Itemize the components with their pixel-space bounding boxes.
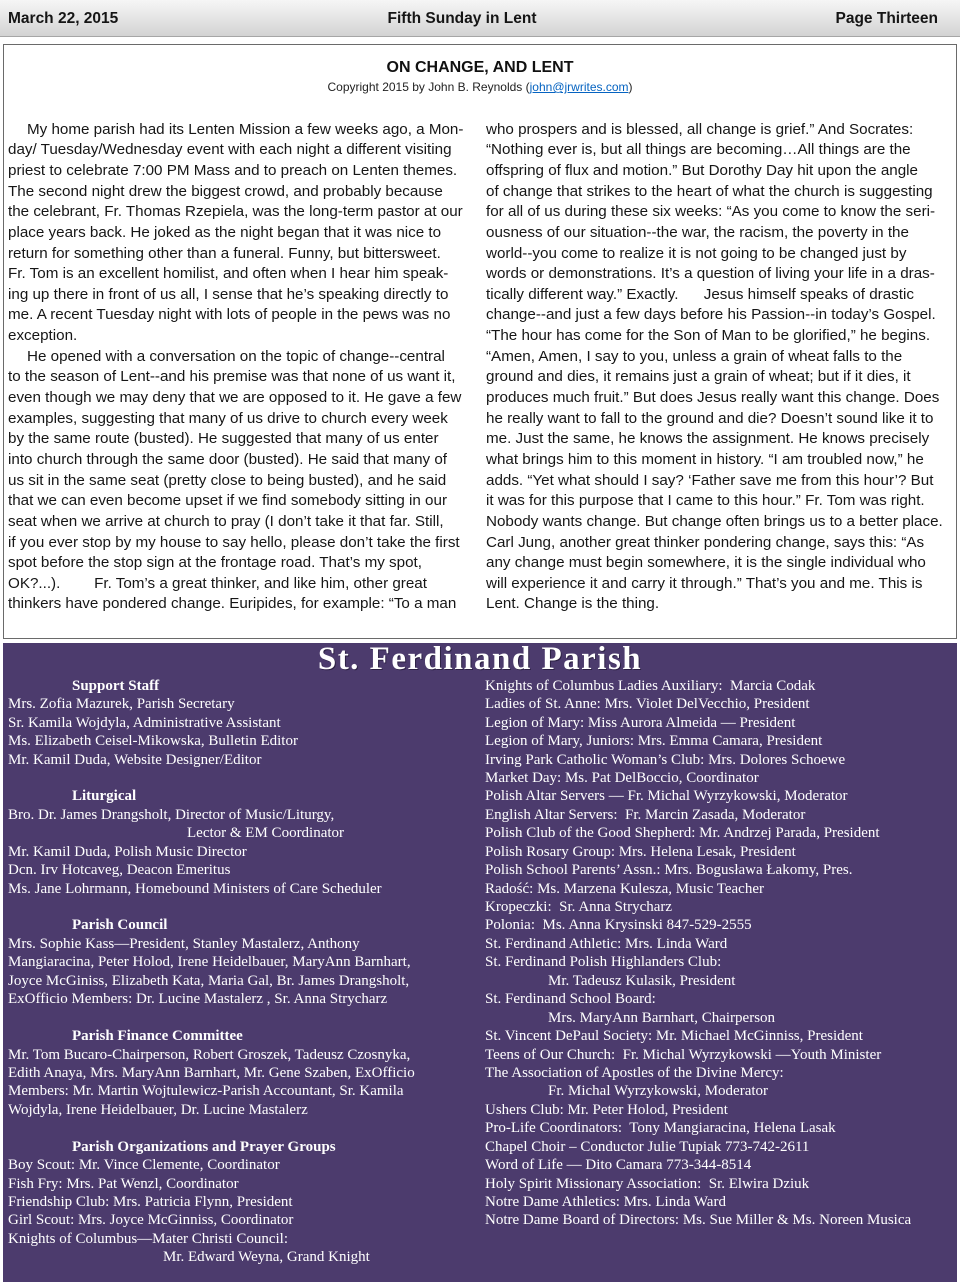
group-heading: Parish Organizations and Prayer Groups <box>72 1138 336 1155</box>
article-line: words or demonstrations. It’s a question of living your life in a dras- <box>486 265 935 283</box>
parish-title: St. Ferdinand Parish <box>317 641 643 677</box>
organization-entry: Chapel Choir – Conductor Julie Tupiak 773-742-2611 <box>485 1138 810 1155</box>
organization-entry: Polonia: Ms. Anna Krysinski 847-529-2555 <box>485 917 752 934</box>
organization-entry: St. Vincent DePaul Society: Mr. Michael McGinniss, President <box>485 1028 863 1045</box>
article-line: exception. <box>8 327 78 345</box>
article-line: for all of us during these six weeks: “As you come to know the seri- <box>486 203 936 221</box>
article-line: Carl Jung, another great thinker pondering change, says this: “As <box>486 533 925 551</box>
group-entry: ExOfficio Members: Dr. Lucine Mastalerz , Sr. Anna Strycharz <box>8 991 388 1008</box>
article-title: ON CHANGE, AND LENT <box>386 59 574 76</box>
organization-entry: Irving Park Catholic Woman’s Club: Mrs. Dolores Schoewe <box>485 751 846 768</box>
parish-staff-column <box>8 677 478 1267</box>
group-entry: Knights of Columbus—Mater Christi Council: <box>8 1230 288 1247</box>
article-line: me. A recent Tuesday night with lots of people in the pews was no <box>8 306 451 324</box>
article-line: what brings him to this moment in history. “I am troubled now,” he <box>486 450 924 468</box>
article-line: thinkers have pondered change. Euripides, for example: “To a man <box>8 595 457 613</box>
article-line: ousness of our situation--the war, the racism, the poverty in the <box>486 223 909 241</box>
article-line: “Amen, Amen, I say to you, unless a grain of wheat falls to the <box>486 347 903 365</box>
article-line: who prospers and is blessed, all change is grief.” And Socrates: <box>486 120 914 138</box>
copyright-text: Copyright 2015 by John B. Reynolds ( <box>327 80 530 94</box>
article-line: offspring of flux and motion.” But Dorothy Day hit upon the angle <box>486 161 918 179</box>
group-entry: Boy Scout: Mr. Vince Clemente, Coordinator <box>8 1157 280 1174</box>
article-line: priest to celebrate 7:00 PM Mass and to preach on Lenten themes. <box>8 161 458 179</box>
article-line: return for something other than a funeral. Funny, but bittersweet. <box>8 244 441 262</box>
parish-group <box>8 787 478 898</box>
group-entry: Bro. Dr. James Drangsholt, Director of Music/Liturgy, <box>8 806 335 823</box>
organization-entry: Polish School Parents’ Assn.: Mrs. Bogusława Łakomy, Pres. <box>485 862 853 879</box>
article-column-right <box>486 120 954 615</box>
article-line: spot before the stop sign at the frontage road. That’s my spot, <box>8 554 422 572</box>
organization-entry: Teens of Our Church: Fr. Michal Wyrzykowski —Youth Minister <box>485 1046 882 1063</box>
article-line: tically different way.” Exactly. Jesus himself speaks of drastic <box>486 285 914 303</box>
article-line: He opened with a conversation on the topic of change--central <box>27 347 445 365</box>
article-line: even though we may deny that we are opposed to it. He gave a few <box>8 389 462 407</box>
organization-entry: English Altar Servers: Fr. Marcin Zasada, Moderator <box>485 806 806 823</box>
header-page-number: Page Thirteen <box>835 10 938 27</box>
group-heading: Parish Council <box>72 917 168 934</box>
group-entry: Dcn. Irv Hotcaveg, Deacon Emeritus <box>8 862 231 879</box>
group-entry: Members: Mr. Martin Wojtulewicz-Parish Accountant, Sr. Kamila <box>8 1083 404 1100</box>
article-line: Fr. Tom is an excellent homilist, and often when I hear him speak- <box>8 265 449 283</box>
article-line: by the same route (busted). He suggested that many of us enter <box>8 430 439 448</box>
article-paragraph <box>8 120 476 347</box>
parish-group <box>8 1138 478 1267</box>
group-heading: Support Staff <box>72 677 160 694</box>
article-line: he really want to fall to the ground and die? Doesn’t sound like it to <box>486 409 934 427</box>
group-entry: Mangiaracina, Peter Holod, Irene Heidelbauer, MaryAnn Barnhart, <box>8 954 411 971</box>
organization-entry: Holy Spirit Missionary Association: Sr. Elwira Dziuk <box>485 1175 810 1192</box>
article-line: ground and dies, it remains just a grain of wheat; but if it dies, it <box>486 368 911 386</box>
article-copyright <box>4 80 956 94</box>
organization-entry: Legion of Mary: Miss Aurora Almeida — President <box>485 714 796 731</box>
article-line: the celebrant, Fr. Thomas Rzepiela, was the long-term pastor at our <box>8 203 463 221</box>
article-line: produces much fruit.” But does Jesus really want this change. Does <box>486 389 940 407</box>
article-line: if you ever stop by my house to say hello, please don’t take the first <box>8 533 460 551</box>
group-entry: Mr. Tom Bucaro-Chairperson, Robert Groszek, Tadeusz Czosnyka, <box>8 1046 411 1063</box>
article-line: day/ Tuesday/Wednesday event with each night a different visiting <box>8 141 452 159</box>
organization-entry: Notre Dame Board of Directors: Ms. Sue Miller & Ms. Noreen Musica <box>485 1212 912 1229</box>
group-entry: Mr. Edward Weyna, Grand Knight <box>163 1249 370 1266</box>
organization-entry: Pro-Life Coordinators: Tony Mangiaracina, Helena Lasak <box>485 1120 836 1137</box>
article-line: world--you come to realize it is not going to be changed just by <box>486 244 907 262</box>
article-line: Lent. Change is the thing. <box>486 595 660 613</box>
article-line: OK?...). Fr. Tom’s a great thinker, and like him, other great <box>8 574 427 592</box>
header-date: March 22, 2015 <box>8 10 119 27</box>
parish-group <box>8 1027 478 1119</box>
organization-entry: Polish Rosary Group: Mrs. Helena Lesak, President <box>485 843 796 860</box>
article-line: into church through the same door (busted). He said that many of <box>8 450 447 468</box>
organization-entry: Ushers Club: Mr. Peter Holod, President <box>485 1101 728 1118</box>
group-entry: Mrs. Zofia Mazurek, Parish Secretary <box>8 696 235 713</box>
group-entry: Ms. Elizabeth Ceisel-Mikowska, Bulletin Editor <box>8 733 298 750</box>
group-heading: Parish Finance Committee <box>72 1028 243 1045</box>
organization-entry: St. Ferdinand Athletic: Mrs. Linda Ward <box>485 935 728 952</box>
group-entry: Edith Anaya, Mrs. MaryAnn Barnhart, Mr. Gene Szaben, ExOfficio <box>8 1064 415 1081</box>
organization-entry: Polish Altar Servers — Fr. Michal Wyrzykowski, Moderator <box>485 788 848 805</box>
article-box <box>3 44 957 639</box>
organization-entry: Polish Club of the Good Shepherd: Mr. Andrzej Parada, President <box>485 825 880 842</box>
article-line: place years back. He joked as the night began that it was nice to <box>8 223 442 241</box>
article-line: seat when we arrive at church to pray (I don’t take it that far. Still, <box>8 512 444 530</box>
organization-entry: Kropeczki: Sr. Anna Strycharz <box>485 899 673 916</box>
organization-entry: St. Ferdinand Polish Highlanders Club: <box>485 954 722 971</box>
organization-entry: Notre Dame Athletics: Mrs. Linda Ward <box>485 1194 726 1211</box>
organization-entry: Mr. Tadeusz Kulasik, President <box>548 972 736 989</box>
article-line: “Nothing ever is, but all things are becoming…All things are the <box>486 141 911 159</box>
organization-entry: Legion of Mary, Juniors: Mrs. Emma Camara, President <box>485 733 823 750</box>
group-entry: Sr. Kamila Wojdyla, Administrative Assistant <box>8 714 281 731</box>
article-line: me. Just the same, he knows the assignment. He knows precisely <box>486 430 930 448</box>
parish-group <box>8 677 478 769</box>
group-entry: Friendship Club: Mrs. Patricia Flynn, President <box>8 1194 293 1211</box>
group-entry: Wojdyla, Irene Heidelbauer, Dr. Lucine Mastalerz <box>8 1101 308 1118</box>
group-entry: Mr. Kamil Duda, Polish Music Director <box>8 843 247 860</box>
organization-entry: Radość: Ms. Marzena Kulesza, Music Teacher <box>485 880 764 897</box>
article-line: of change that strikes to the heart of what the church is suggesting <box>486 182 933 200</box>
group-entry: Ms. Jane Lohrmann, Homebound Ministers of Care Scheduler <box>8 880 382 897</box>
author-email-link[interactable]: john@jrwrites.com <box>529 80 629 94</box>
organization-entry: Knights of Columbus Ladies Auxiliary: Marcia Codak <box>485 677 816 694</box>
article-line: ing up there in front of us all, I sense that he’s speaking directly to <box>8 285 449 303</box>
article-column-left <box>8 120 476 615</box>
article-line: examples, suggesting that many of us drive to church every week <box>8 409 448 427</box>
group-entry: Mrs. Sophie Kass—President, Stanley Mastalerz, Anthony <box>8 935 360 952</box>
article-paragraph <box>486 120 954 615</box>
article-line: us sit in the same seat (pretty close to being busted), and he said <box>8 471 447 489</box>
parish-organizations-column <box>485 677 953 1230</box>
organization-entry: Market Day: Ms. Pat DelBoccio, Coordinator <box>485 769 759 786</box>
organization-entry: The Association of Apostles of the Divine Mercy: <box>485 1064 784 1081</box>
parish-group <box>8 916 478 1008</box>
group-entry: Mr. Kamil Duda, Website Designer/Editor <box>8 751 262 768</box>
article-line: adds. “Yet what should I say? ‘Father save me from this hour’? But <box>486 471 934 489</box>
header-occasion: Fifth Sunday in Lent <box>387 10 537 27</box>
article-line: to the season of Lent--and his premise was that none of us want it, <box>8 368 456 386</box>
copyright-close: ) <box>628 80 633 94</box>
group-heading: Liturgical <box>72 788 137 805</box>
parish-directory <box>3 643 957 1282</box>
article-line: The second night drew the biggest crowd, and probably because <box>8 182 443 200</box>
article-line: “The hour has come for the Son of Man to be glorified,” he begins. <box>486 327 931 345</box>
article-line: Nobody wants change. But change often brings us to a better place. <box>486 512 943 530</box>
article-line: My home parish had its Lenten Mission a few weeks ago, a Mon- <box>27 120 464 138</box>
organization-entry: St. Ferdinand School Board: <box>485 991 656 1008</box>
organization-entry: Ladies of St. Anne: Mrs. Violet DelVecchio, President <box>485 696 810 713</box>
article-line: change--and just a few days before his Passion--in today’s Gospel. <box>486 306 936 324</box>
group-entry: Fish Fry: Mrs. Pat Wenzl, Coordinator <box>8 1175 239 1192</box>
organization-entry: Fr. Michal Wyrzykowski, Moderator <box>548 1083 769 1100</box>
group-entry: Joyce McGiniss, Elizabeth Kata, Maria Gal, Br. James Drangsholt, <box>8 972 410 989</box>
group-entry: Lector & EM Coordinator <box>187 825 345 842</box>
article-line: any change must begin somewhere, it is the single individual who <box>486 554 926 572</box>
group-entry: Girl Scout: Mrs. Joyce McGinniss, Coordinator <box>8 1212 294 1229</box>
page-header-bar <box>0 0 960 37</box>
organization-entry: Mrs. MaryAnn Barnhart, Chairperson <box>548 1009 776 1026</box>
article-line: will experience it and carry it through.” That’s you and me. This is <box>486 574 923 592</box>
article-paragraph <box>8 347 476 615</box>
organization-entry: Word of Life — Dito Camara 773-344-8514 <box>485 1157 752 1174</box>
article-line: that we can even become upset if we find somebody sitting in our <box>8 492 447 510</box>
article-line: it was for this purpose that I came to this hour.” Fr. Tom was right. <box>486 492 925 510</box>
